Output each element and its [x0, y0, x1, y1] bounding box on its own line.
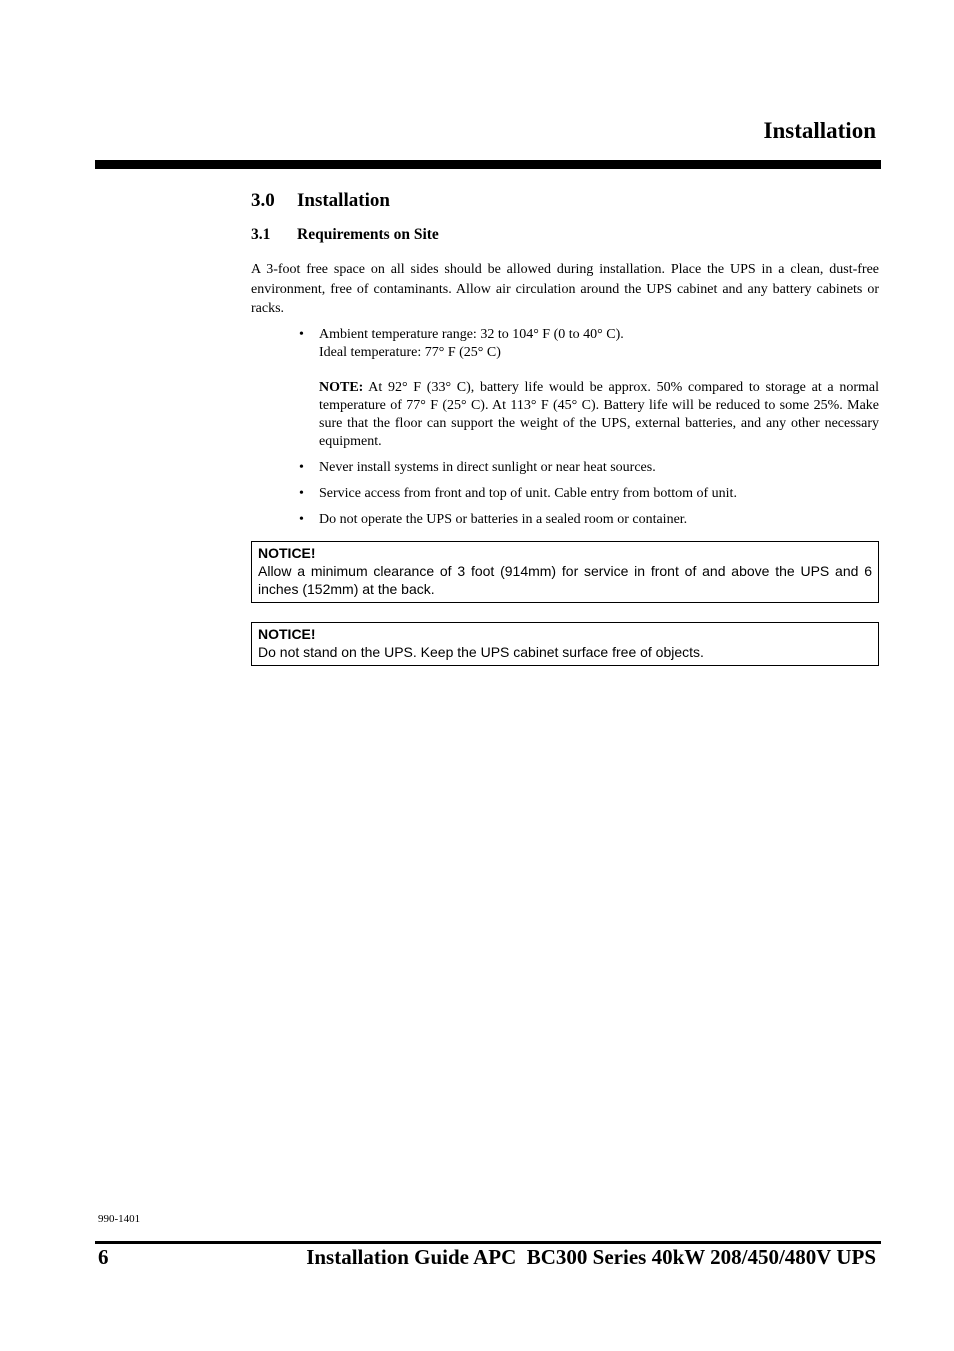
bullet-icon: •	[299, 511, 304, 527]
list-item-text: Service access from front and top of unit. Cable entry from bottom of unit.	[319, 485, 737, 501]
note-text: At 92° F (33° C), battery life would be approx. 50% compared to storage at a normal temperature of 77° F (25° C). At 113° F (45° C). Battery life will be reduced to some 25%. Make sure that the floor can support the weight of the UPS, external batteries, and any other necessary equipment.	[319, 379, 879, 449]
notice-title: NOTICE!	[258, 544, 316, 561]
footer-rule	[95, 1241, 881, 1244]
subsection-heading	[251, 226, 879, 244]
bullet-icon: •	[299, 485, 304, 501]
note-label: NOTE:	[319, 379, 364, 395]
subsection-title: Requirements on Site	[297, 226, 439, 243]
bullet-icon: •	[299, 326, 304, 342]
intro-paragraph: A 3-foot free space on all sides should be allowed during installation. Place the UPS in a clean, dust-free environment, free of contaminants. Allow air circulation around the UPS cabinet and any battery cabinets or racks.	[251, 262, 879, 316]
page-number: 6	[98, 1245, 109, 1269]
section-heading	[251, 190, 879, 212]
section-number: 3.0	[251, 190, 275, 211]
notice-body: Do not stand on the UPS. Keep the UPS cabinet surface free of objects.	[258, 643, 704, 660]
notice-box-clearance	[251, 541, 879, 603]
battery-note	[319, 379, 879, 451]
notice-box-standing	[251, 622, 879, 666]
section-title: Installation	[297, 190, 390, 211]
header-rule	[95, 160, 881, 169]
list-item	[299, 511, 879, 529]
notice-body: Allow a minimum clearance of 3 foot (914mm) for service in front of and above the UPS and 6 inches (152mm) at the back.	[258, 562, 872, 597]
page-header-title: Installation	[763, 118, 876, 143]
temperature-range-text: Ambient temperature range: 32 to 104° F (0 to 40° C).	[319, 326, 624, 342]
document-number: 990-1401	[98, 1213, 141, 1225]
list-item	[299, 485, 879, 503]
ideal-temperature-text: Ideal temperature: 77° F (25° C)	[319, 344, 501, 360]
list-item	[299, 459, 879, 477]
list-item-text: Do not operate the UPS or batteries in a sealed room or container.	[319, 511, 688, 527]
footer-title: Installation Guide APC BC300 Series 40kW 208/450/480V UPS	[306, 1245, 876, 1269]
main-content	[251, 190, 879, 666]
requirements-list	[251, 326, 879, 529]
list-item-text: Never install systems in direct sunlight or near heat sources.	[319, 459, 656, 475]
list-item	[299, 326, 879, 451]
subsection-number: 3.1	[251, 226, 271, 243]
notice-title: NOTICE!	[258, 625, 316, 642]
bullet-icon: •	[299, 459, 304, 475]
